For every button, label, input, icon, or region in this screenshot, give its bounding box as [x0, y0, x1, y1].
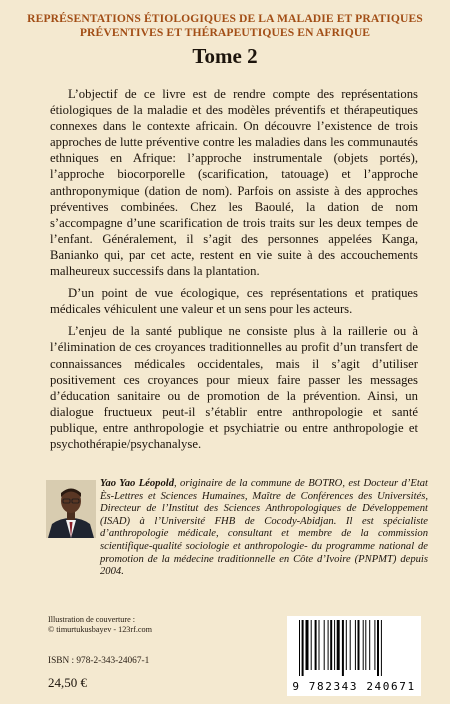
barcode-bar — [302, 620, 304, 676]
barcode-bar — [369, 620, 370, 670]
barcode-bar — [358, 620, 360, 670]
series-title-line-1: REPRÉSENTATIONS ÉTIOLOGIQUES DE LA MALADIE ET PRATIQUES — [27, 12, 423, 25]
barcode-bar — [346, 620, 347, 670]
isbn: ISBN : 978-2-343-24067-1 — [48, 656, 150, 666]
barcode-bar — [337, 620, 340, 670]
barcode-bar — [334, 620, 335, 670]
author-name: Yao Yao Léopold — [100, 478, 175, 489]
barcode-bar — [363, 620, 364, 670]
barcode-digits: 9 782343 240671 — [292, 680, 416, 693]
author-bio — [46, 478, 428, 579]
blurb-paragraph-1: L’objectif de ce livre est de rendre compte des représentations étiologiques de la maladie et des modèles préventifs et thérapeutiques connexes dans le contexte africain. On découvre l’existence de trois approches de lutte préventive contre les maladies dans les communautés ethniques en Afrique: l’approche instrumentale (objets portés), l’approche biocorporelle (scarification, tatouage) et l’approche anthroponymique (dation de nom). Parfois on assiste à des approches préventives combinées. Chez les Baoulé, la dation de nom s’accompagne d’une scarification de trois traits sur les deux tempes de l’enfant. Généralement, il s’agit des personnes appelées Kanga, Banianko qui, par cet acte, restent en vie suite à des accouchements malheureux successifs dans la plantation. — [50, 87, 418, 279]
blurb — [50, 86, 418, 458]
series-title — [14, 12, 436, 40]
barcode-bar — [311, 620, 312, 670]
author-portrait-icon — [46, 480, 96, 538]
series-title-line-2: PRÉVENTIVES ET THÉRAPEUTIQUES EN AFRIQUE — [79, 26, 371, 39]
price: 24,50 € — [48, 675, 87, 690]
barcode-bars — [287, 620, 421, 682]
author-photo — [46, 480, 96, 538]
barcode-bar — [342, 620, 344, 676]
blurb-paragraph-3: L’enjeu de la santé publique ne consiste plus à la raillerie ou à l’élimination de ces croyances traditionnelles au profit d’un transfert de connaissances médicales occidentales, mais il s’agit d’utiliser positivement ces croyances pour mieux faire passer les messages d’éducation sanitaire ou de promotion de la prévention. Ainsi, un dialogue fructueux peut-il s’établir entre anthropologie et santé publique, entre anthropologie et psychiatrie ou entre anthropologie et psychothérapie/psychanalyse. — [50, 324, 418, 451]
cover-credit-line-2: © timurtukusbayev - 123rf.com — [48, 625, 152, 634]
barcode-bar — [324, 620, 325, 670]
blurb-paragraph-2: D’un point de vue écologique, ces représentations et pratiques médicales véhiculent une valeur et un sens pour les acteurs. — [50, 286, 418, 317]
author-bio-text: , originaire de la commune de BOTRO, est Docteur d’Etat Ès-Lettres et Sciences Humaines, Maître de Conférences des Universités, Directeur de l’Institut des Sciences Anthropologiques de Développement (ISAD) à l’Université FHB de Cocody-Abidjan. Il est spécialiste d’anthropologie médicale, consultant et membre de la commission scientifique-qualité sociologie et anthropologie- du programme national de promotion de la médecine traditionnelle en Côte d’Ivoire (PNPMT) depuis 2004. — [100, 478, 429, 578]
barcode-bar — [381, 620, 382, 676]
barcode-bar — [330, 620, 332, 670]
barcode-bar — [315, 620, 317, 670]
cover-credit — [48, 615, 152, 635]
barcode-bar — [306, 620, 309, 670]
cover-credit-line-1: Illustration de couverture : — [48, 615, 136, 624]
author-section — [46, 478, 428, 598]
barcode-bar — [319, 620, 320, 670]
barcode-bar — [328, 620, 329, 670]
barcode-bar — [350, 620, 351, 670]
barcode-bar — [299, 620, 300, 676]
barcode-bar — [365, 620, 366, 670]
tome-label: Tome 2 — [192, 44, 258, 68]
barcode-bar — [374, 620, 375, 670]
barcode — [287, 616, 421, 696]
barcode-bar — [355, 620, 356, 670]
barcode-bar — [377, 620, 379, 676]
